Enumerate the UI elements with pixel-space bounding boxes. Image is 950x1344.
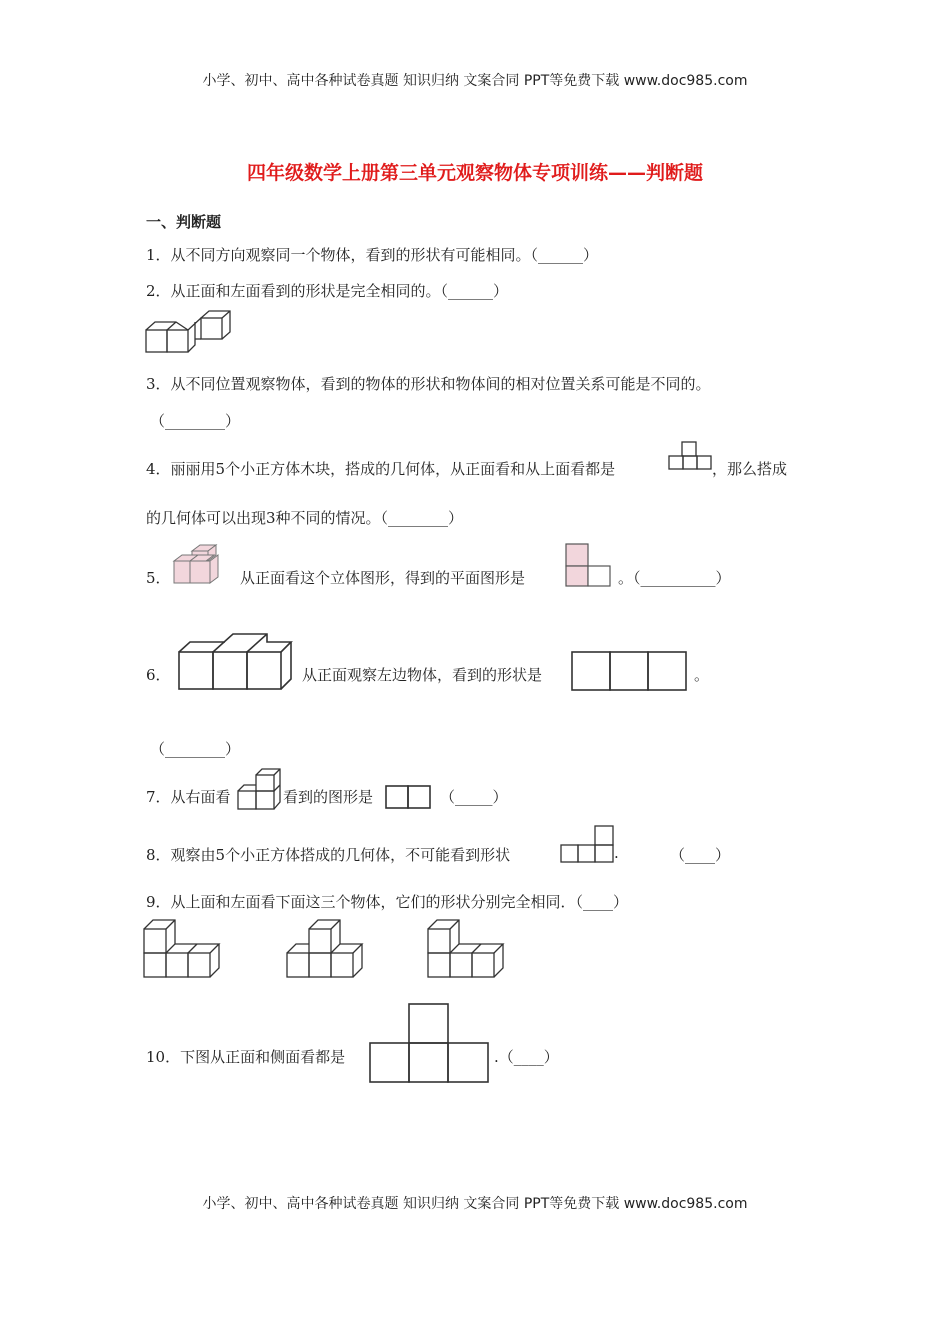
question-4-line1-end: ，那么搭成 xyxy=(712,460,788,478)
question-5-num: 5． xyxy=(146,569,171,587)
question-6-end: 。 xyxy=(694,666,710,684)
q9-solid-a xyxy=(143,918,223,980)
question-5-text: 从正面看这个立体图形，得到的平面图形是 xyxy=(240,569,526,587)
question-2: 2．从正面和左面看到的形状是完全相同的。（______） xyxy=(146,282,509,300)
q6-answer-shape xyxy=(571,651,691,693)
q5-answer-shape xyxy=(564,542,614,588)
question-10-text: 10．下图从正面和侧面看都是 xyxy=(146,1048,346,1066)
question-3: 3．从不同位置观察物体，看到的物体的形状和物体间的相对位置关系可能是不同的。 xyxy=(146,375,711,393)
q10-shape-figure xyxy=(369,1003,493,1085)
question-4-line1: 4．丽丽用5个小正方体木块，搭成的几何体，从正面看和从上面看都是 xyxy=(146,460,616,478)
question-9: 9．从上面和左面看下面这三个物体，它们的形状分别完全相同．（____） xyxy=(146,893,629,911)
q4-shape-figure xyxy=(668,441,714,471)
question-4-line2: 的几何体可以出现3种不同的情况。（________） xyxy=(146,509,464,527)
question-5-blank: 。（__________） xyxy=(618,569,731,587)
q7-solid-figure xyxy=(236,766,282,810)
q2-cube-figure xyxy=(145,310,235,355)
question-8-blank: （____） xyxy=(670,846,731,864)
question-10-blank: .（____） xyxy=(494,1048,559,1066)
question-8-text: 8．观察由5个小正方体搭成的几何体，不可能看到形状 xyxy=(146,846,511,864)
q5-solid-figure xyxy=(170,543,238,591)
question-1: 1．从不同方向观察同一个物体，看到的形状有可能相同。（______） xyxy=(146,246,599,264)
q8-shape-figure xyxy=(560,825,616,865)
question-7-text: 看到的图形是 xyxy=(283,788,374,806)
q9-solid-c xyxy=(427,918,507,980)
q6-solid-figure xyxy=(178,633,296,693)
question-6-blank: （________） xyxy=(150,740,241,758)
page-footer: 小学、初中、高中各种试卷真题 知识归纳 文案合同 PPT等免费下载 www.doc985.com xyxy=(202,1196,748,1212)
question-3-blank: （________） xyxy=(150,412,241,430)
q7-answer-shape xyxy=(385,785,433,811)
q9-solid-b xyxy=(286,918,366,980)
question-6-num: 6． xyxy=(146,666,171,684)
page-title: 四年级数学上册第三单元观察物体专项训练——判断题 xyxy=(246,162,703,184)
question-7-blank: （_____） xyxy=(440,788,508,806)
question-7-start: 7．从右面看 xyxy=(146,788,231,806)
question-8-dot: . xyxy=(614,844,619,862)
section-heading: 一、判断题 xyxy=(146,213,222,231)
page-header: 小学、初中、高中各种试卷真题 知识归纳 文案合同 PPT等免费下载 www.doc985.com xyxy=(202,73,748,89)
question-6-text: 从正面观察左边物体，看到的形状是 xyxy=(302,666,543,684)
